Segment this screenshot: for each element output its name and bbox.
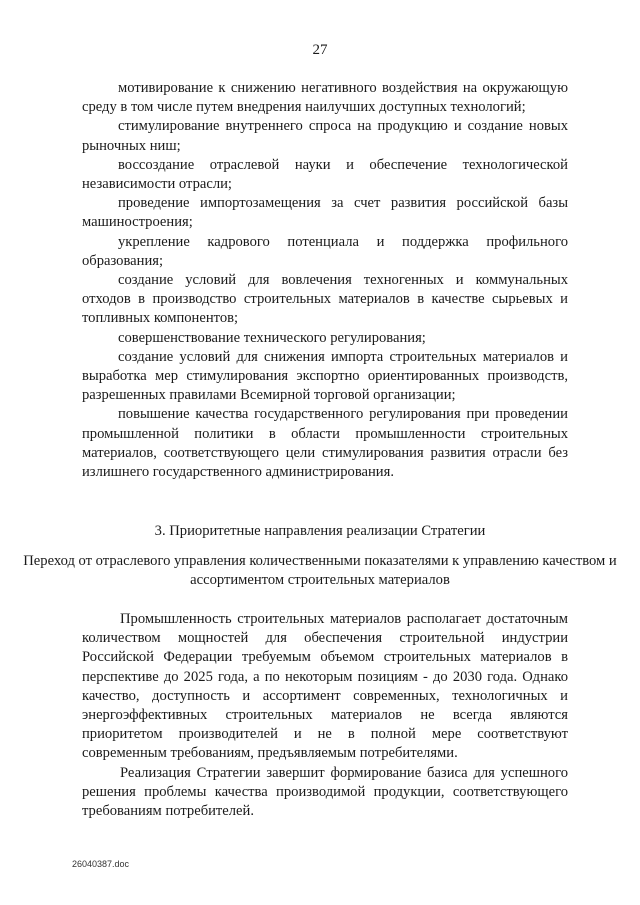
page-number: 27	[312, 42, 328, 58]
paragraph: Промышленность строительных материалов располагает достаточным количеством мощностей для обеспечения строительной индустрии Российской Федерации требуемым объемом строительных материалов в перспективе до 2025 года, а по некоторым позициям - до 2030 года. Однако качество, доступность и ассортимент современных, технологичных и энергоэффективных строительных материалов не всегда являются приоритетом производителей и не в полной мере соответствуют современным требованиям, предъявляемым потребителями.	[82, 611, 568, 762]
list-item: стимулирование внутреннего спроса на продукцию и создание новых рыночных ниш;	[82, 118, 568, 154]
file-name-footer: 26040387.doc	[72, 859, 130, 869]
list-item: совершенствование технического регулирования;	[118, 329, 426, 346]
paragraph: Реализация Стратегии завершит формирование базиса для успешного решения проблемы качества производимой продукции, соответствующего требованиям потребителей.	[82, 764, 568, 820]
list-item: повышение качества государственного регулирования при проведении промышленной политики в области промышленности строительных материалов, соответствующего цели стимулирования развития отрасли без излишнего государственного администрирования.	[82, 406, 568, 481]
section-heading: 3. Приоритетные направления реализации Стратегии	[154, 523, 486, 539]
body-text	[82, 610, 568, 821]
list-item: воссоздание отраслевой науки и обеспечение технологической независимости отрасли;	[82, 156, 568, 193]
measures-list	[82, 79, 568, 482]
list-item: создание условий для снижения импорта строительных материалов и выработка мер стимулирования экспортно ориентированных производств, разрешенных правилами Всемирной торговой организации;	[82, 348, 568, 404]
list-item: укрепление кадрового потенциала и поддержка профильного образования;	[82, 233, 568, 269]
subsection-heading: Переход от отраслевого управления количественными показателями к управлению качеством и ассортиментом строительных материалов	[23, 553, 617, 589]
list-item: создание условий для вовлечения техногенных и коммунальных отходов в производство строительных материалов в качестве сырьевых и топливных компонентов;	[82, 272, 568, 327]
list-item: проведение импортозамещения за счет развития российской базы машиностроения;	[82, 195, 568, 231]
list-item: мотивирование к снижению негативного воздействия на окружающую среду в том числе путем внедрения наилучших доступных технологий;	[82, 80, 568, 116]
